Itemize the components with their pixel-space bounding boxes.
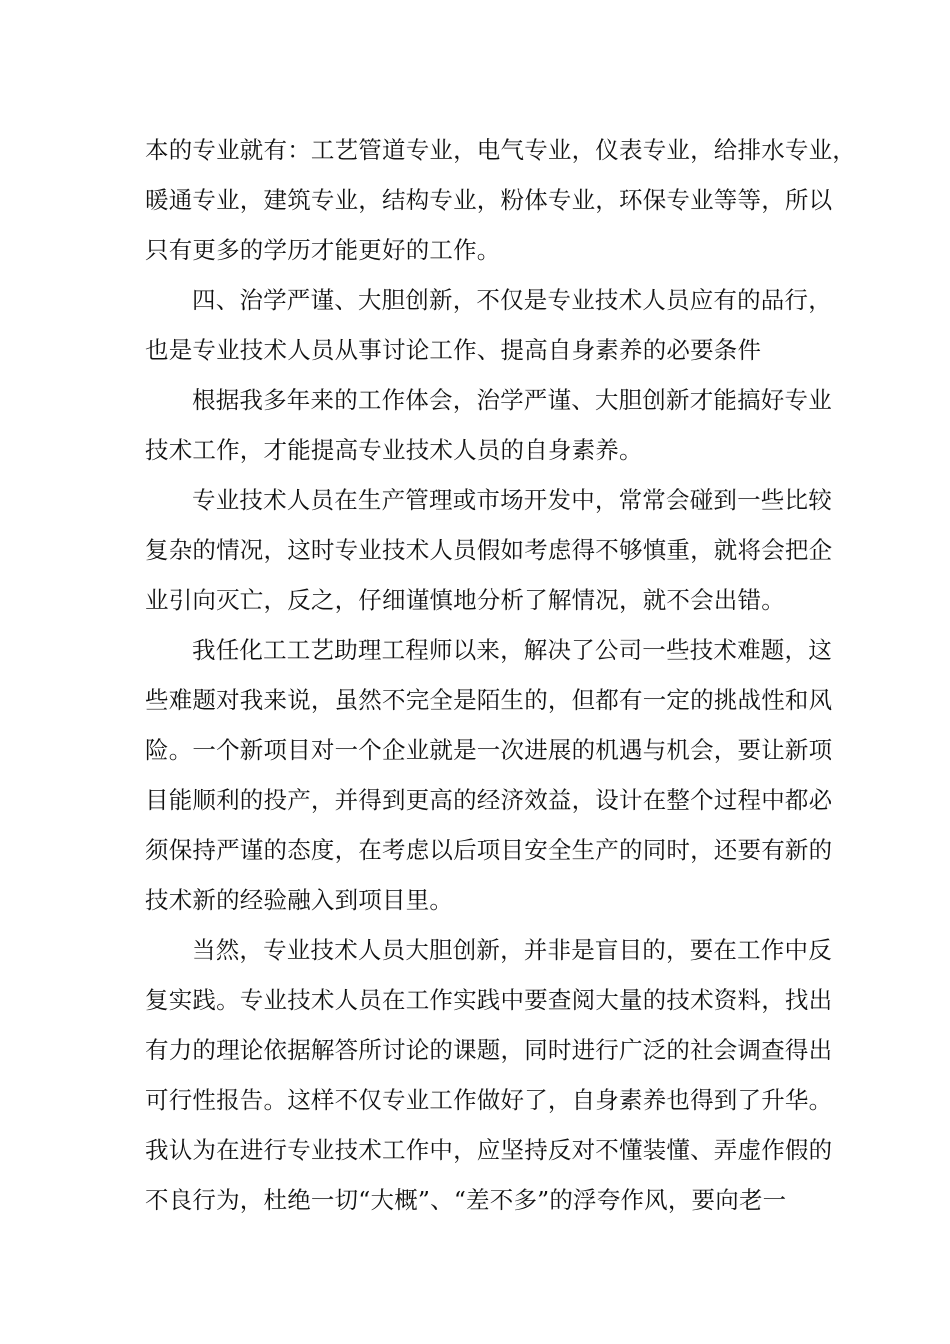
text-line: 须保持严谨的态度，在考虑以后项目安全生产的同时，还要有新的 xyxy=(145,836,833,864)
text-line: 目能顺利的投产，并得到更高的经济效益，设计在整个过程中都必 xyxy=(145,786,833,814)
text-line: 业引向灭亡，反之，仔细谨慎地分析了解情况，就不会出错。 xyxy=(145,586,785,614)
text-line: 技术工作，才能提高专业技术人员的自身素养。 xyxy=(145,436,643,464)
text-line: 险。一个新项目对一个企业就是一次进展的机遇与机会，要让新项 xyxy=(145,736,833,764)
text-line: 专业技术人员在生产管理或市场开发中，常常会碰到一些比较 xyxy=(192,486,832,514)
text-line: 复杂的情况，这时专业技术人员假如考虑得不够慎重，就将会把企 xyxy=(145,536,833,564)
section-heading-line: 四、治学严谨、大胆创新，不仅是专业技术人员应有的品行， xyxy=(192,286,832,314)
text-line: 暖通专业，建筑专业，结构专业，粉体专业，环保专业等等，所以 xyxy=(145,186,833,214)
text-line: 可行性报告。这样不仅专业工作做好了，自身素养也得到了升华。 xyxy=(145,1086,833,1114)
text-line: 我任化工工艺助理工程师以来，解决了公司一些技术难题，这 xyxy=(192,636,832,664)
text-line: 我认为在进行专业技术工作中，应坚持反对不懂装懂、弄虚作假的 xyxy=(145,1136,833,1164)
text-line: 有力的理论依据解答所讨论的课题，同时进行广泛的社会调查得出 xyxy=(145,1036,833,1064)
text-line: 复实践。专业技术人员在工作实践中要查阅大量的技术资料，找出 xyxy=(145,986,833,1014)
text-line: 不良行为，杜绝一切“大概”、“差不多”的浮夸作风，要向老一 xyxy=(145,1186,787,1214)
text-line: 技术新的经验融入到项目里。 xyxy=(145,886,454,914)
text-line: 根据我多年来的工作体会，治学严谨、大胆创新才能搞好专业 xyxy=(192,386,832,414)
text-line: 些难题对我来说，虽然不完全是陌生的，但都有一定的挑战性和风 xyxy=(145,686,833,714)
section-heading-line: 也是专业技术人员从事讨论工作、提高自身素养的必要条件 xyxy=(145,336,762,364)
text-line: 本的专业就有：工艺管道专业，电气专业，仪表专业，给排水专业， xyxy=(145,136,856,164)
text-line: 当然，专业技术人员大胆创新，并非是盲目的，要在工作中反 xyxy=(192,936,832,964)
text-line: 只有更多的学历才能更好的工作。 xyxy=(145,236,501,264)
